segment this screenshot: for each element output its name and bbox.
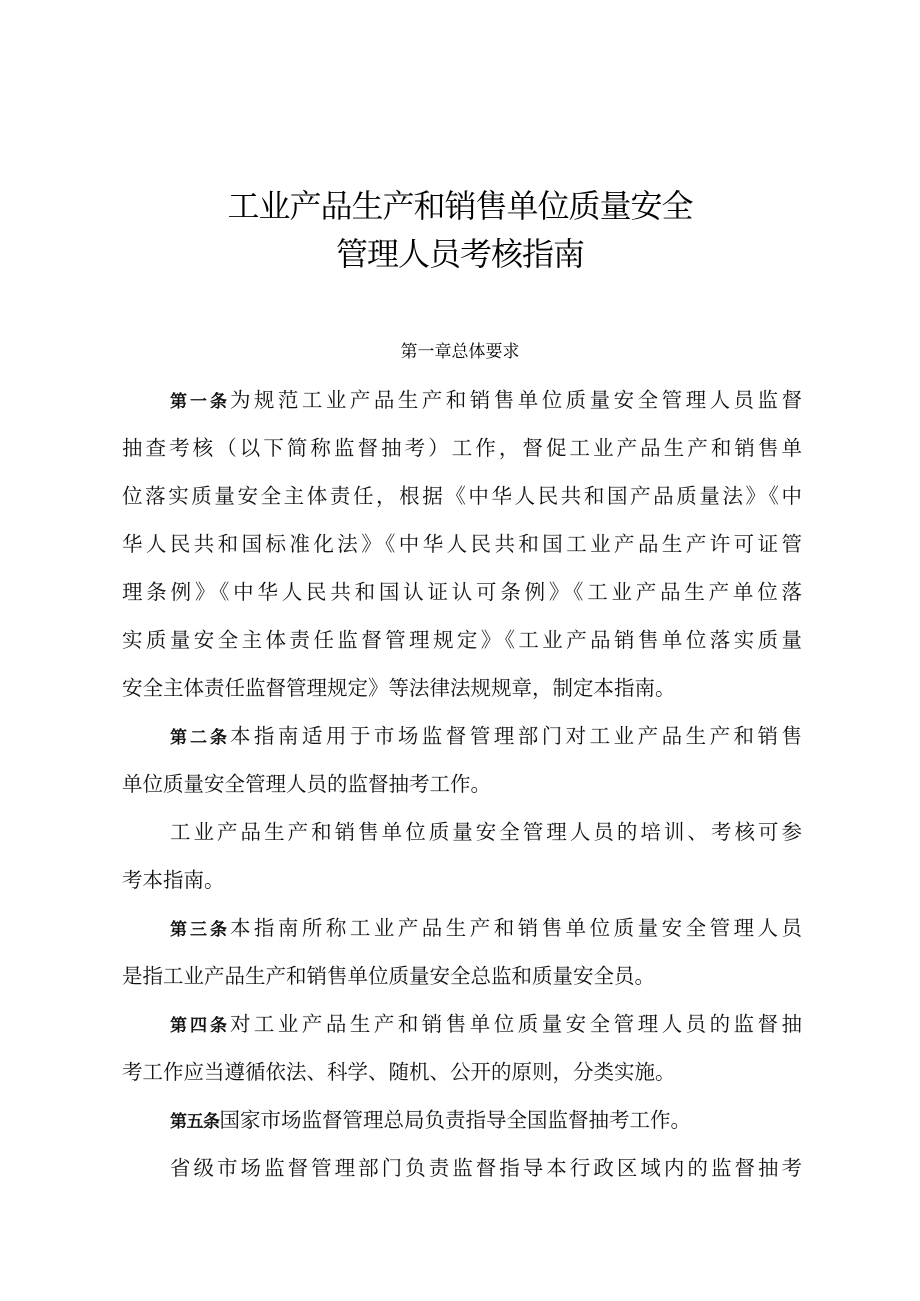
line-text: 考工作应当遵循依法、科学、随机、公开的原则，分类实施。 bbox=[122, 1060, 676, 1084]
paragraph-line bbox=[122, 904, 802, 952]
line-text: 考本指南。 bbox=[122, 868, 225, 892]
line-text: 工业产品生产和销售单位质量安全管理人员的培训、考核可参 bbox=[170, 820, 802, 844]
article-label: 第三条 bbox=[170, 920, 230, 940]
line-text: 单位质量安全管理人员的监督抽考工作。 bbox=[122, 772, 491, 796]
paragraph-line bbox=[122, 568, 802, 616]
article-label: 第四条 bbox=[170, 1016, 230, 1036]
line-text: 本指南适用于市场监督管理部门对工业产品生产和销售 bbox=[229, 724, 803, 748]
line-text: 抽查考核（以下简称监督抽考）工作，督促工业产品生产和销售单 bbox=[122, 436, 802, 460]
line-text: 本指南所称工业产品生产和销售单位质量安全管理人员 bbox=[229, 916, 803, 940]
paragraph-line bbox=[122, 760, 802, 808]
line-text: 位落实质量安全主体责任，根据《中华人民共和国产品质量法》《中 bbox=[122, 484, 802, 508]
paragraph-line bbox=[122, 856, 802, 904]
line-text: 华人民共和国标准化法》《中华人民共和国工业产品生产许可证管 bbox=[122, 532, 802, 556]
line-text: 对工业产品生产和销售单位质量安全管理人员的监督抽 bbox=[229, 1012, 803, 1036]
line-text: 国家市场监督管理总局负责指导全国监督抽考工作。 bbox=[219, 1108, 691, 1132]
line-text: 安全主体责任监督管理规定》等法律法规规章，制定本指南。 bbox=[122, 676, 676, 700]
document-title-line-1: 工业产品生产和销售单位质量安全 bbox=[227, 187, 693, 225]
paragraph-line bbox=[122, 1144, 802, 1192]
paragraph-line bbox=[122, 520, 802, 568]
article-label: 第一条 bbox=[170, 392, 230, 412]
line-text: 实质量安全主体责任监督管理规定》《工业产品销售单位落实质量 bbox=[122, 628, 802, 652]
line-text: 理条例》《中华人民共和国认证认可条例》《工业产品生产单位落 bbox=[122, 580, 802, 604]
article-label: 第二条 bbox=[170, 728, 230, 748]
article-label: 第五条 bbox=[170, 1112, 220, 1132]
paragraph-line bbox=[122, 472, 802, 520]
paragraph-line bbox=[122, 1096, 802, 1144]
line-text: 省级市场监督管理部门负责监督指导本行政区域内的监督抽考 bbox=[170, 1156, 802, 1180]
document-title-line-2: 管理人员考核指南 bbox=[335, 235, 584, 273]
paragraph-line bbox=[122, 952, 802, 1000]
document-body bbox=[122, 376, 802, 1192]
line-text: 为规范工业产品生产和销售单位质量安全管理人员监督 bbox=[229, 388, 803, 412]
paragraph-line bbox=[122, 664, 802, 712]
line-text: 是指工业产品生产和销售单位质量安全总监和质量安全员。 bbox=[122, 964, 655, 988]
paragraph-line bbox=[122, 616, 802, 664]
paragraph-line bbox=[122, 712, 802, 760]
chapter-heading: 第一章总体要求 bbox=[400, 342, 520, 362]
paragraph-line bbox=[122, 1048, 802, 1096]
paragraph-line bbox=[122, 424, 802, 472]
paragraph-line bbox=[122, 808, 802, 856]
paragraph-line bbox=[122, 1000, 802, 1048]
paragraph-line bbox=[122, 376, 802, 424]
